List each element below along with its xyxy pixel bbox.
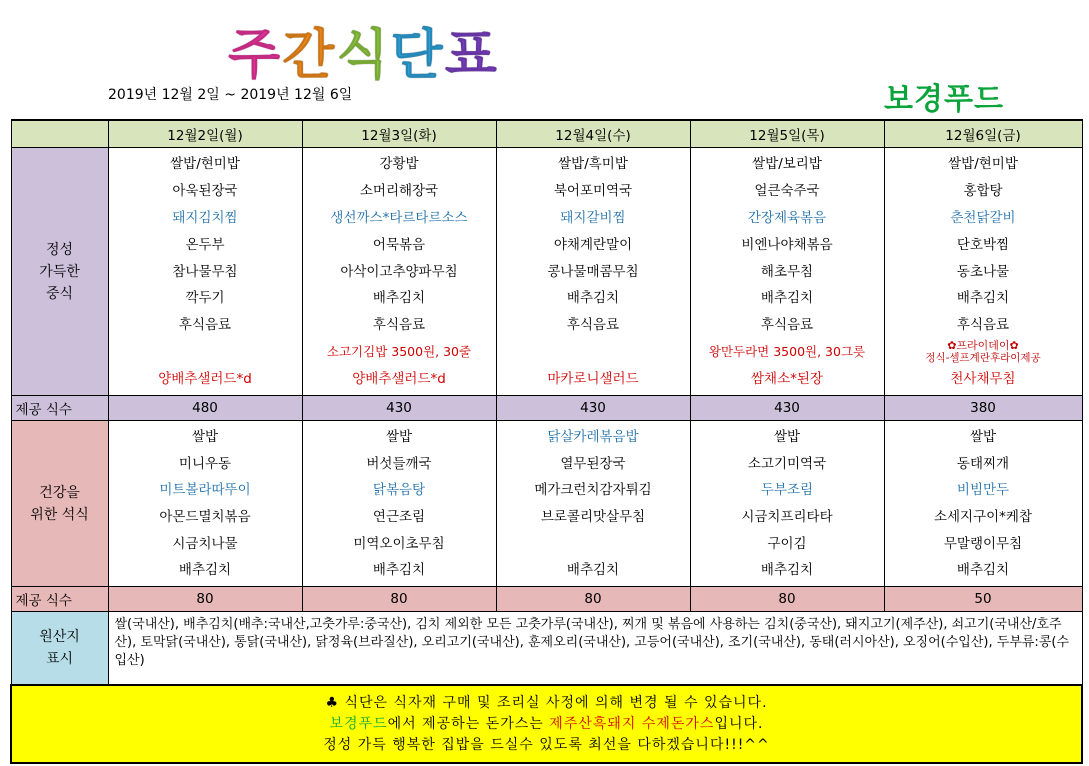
notice-row bbox=[11, 685, 1082, 763]
header-day: 12월2일(월) bbox=[108, 120, 302, 148]
brand-logo: 보경푸드 bbox=[884, 82, 1004, 117]
menu-item: 닭볶음탕 bbox=[372, 482, 426, 499]
title-char: 간 bbox=[282, 23, 337, 86]
menu-item: 비엔나야채볶음 bbox=[741, 236, 833, 253]
menu-item: 동태찌개 bbox=[956, 455, 1010, 472]
menu-item: 돼지김치찜 bbox=[172, 209, 238, 226]
menu-item: 후식음료 bbox=[566, 317, 620, 334]
lunch-label-line: 정성 bbox=[45, 241, 74, 258]
header-day: 12월4일(수) bbox=[496, 120, 690, 148]
menu-item: 메가크런치감자튀김 bbox=[534, 482, 652, 499]
dinner-day-3 bbox=[690, 421, 884, 587]
notice-highlight: 제주산흑돼지 수제돈가스 bbox=[549, 715, 715, 732]
menu-item: 콩나물매콤무침 bbox=[547, 263, 639, 280]
header-corner bbox=[11, 120, 108, 148]
menu-item: 해초무침 bbox=[760, 263, 814, 280]
origin-row bbox=[11, 612, 1082, 686]
dinner-count: 80 bbox=[108, 587, 302, 612]
menu-item: 후식음료 bbox=[760, 317, 814, 334]
menu-item: 쌀밥 bbox=[385, 429, 413, 446]
special-title: ✿프라이데이✿ bbox=[947, 339, 1019, 353]
dinner-day-1 bbox=[302, 421, 496, 587]
dinner-count: 80 bbox=[302, 587, 496, 612]
menu-item: 돼지갈비찜 bbox=[560, 209, 626, 226]
notice-line-1: ♣ 식단은 식자재 구매 및 조리실 사정에 의해 변경 될 수 있습니다. bbox=[325, 694, 768, 711]
menu-item: 배추김치 bbox=[372, 290, 426, 307]
date-range: 2019년 12월 2일 ~ 2019년 12월 6일 bbox=[108, 87, 353, 103]
menu-item: 버섯들깨국 bbox=[366, 455, 432, 472]
lunch-row bbox=[11, 148, 1082, 396]
lunch-day-1 bbox=[302, 148, 496, 396]
dinner-label-line: 건강을 bbox=[39, 484, 80, 501]
lunch-day-3 bbox=[690, 148, 884, 396]
dinner-row bbox=[11, 421, 1082, 587]
menu-item: 소세지구이*케찹 bbox=[933, 509, 1033, 526]
menu-item: 쌀밥/현미밥 bbox=[170, 156, 240, 172]
menu-item: 북어포미역국 bbox=[553, 182, 633, 199]
menu-item: 왕만두라면 3500원, 30그릇 bbox=[708, 344, 866, 360]
menu-item: 강황밥 bbox=[379, 156, 419, 172]
menu-item: 마카로니샐러드 bbox=[547, 371, 639, 388]
menu-item: 어묵볶음 bbox=[372, 236, 426, 253]
menu-item: 홍합탕 bbox=[963, 182, 1003, 199]
dinner-label-line: 위한 석식 bbox=[30, 506, 89, 523]
dinner-count: 50 bbox=[884, 587, 1082, 612]
menu-item bbox=[497, 339, 690, 366]
dinner-count-row bbox=[11, 587, 1082, 612]
lunch-day-4 bbox=[884, 148, 1082, 396]
notice-brand: 보경푸드 bbox=[329, 715, 388, 732]
menu-item: 아삭이고추양파무침 bbox=[340, 263, 458, 280]
menu-item: 온두부 bbox=[185, 236, 225, 253]
menu-item: 단호박찜 bbox=[956, 236, 1010, 253]
menu-item: 미트볼라따뚜이 bbox=[159, 482, 251, 499]
special-desc: 정식-셀프계란후라이제공 bbox=[925, 352, 1041, 365]
menu-item: 배추김치 bbox=[566, 562, 620, 579]
title-char: 주 bbox=[228, 23, 283, 86]
menu-item: 닭살카레볶음밥 bbox=[547, 429, 639, 446]
header-day: 12월5일(목) bbox=[690, 120, 884, 148]
menu-item: 쌀밥/보리밥 bbox=[752, 156, 822, 172]
lunch-label-line: 가득한 bbox=[39, 263, 80, 280]
lunch-label bbox=[11, 148, 108, 396]
page-title bbox=[228, 12, 828, 86]
menu-item: 야채계란말이 bbox=[553, 236, 633, 253]
notice-line-2 bbox=[12, 714, 1081, 735]
menu-item: 쌀밥/흑미밥 bbox=[558, 156, 628, 172]
lunch-count: 380 bbox=[884, 396, 1082, 421]
menu-item bbox=[497, 531, 690, 558]
menu-item: 브로콜리맛살무침 bbox=[540, 509, 646, 526]
menu-item: 소머리해장국 bbox=[359, 182, 439, 199]
menu-item: 연근조림 bbox=[372, 509, 426, 526]
menu-item: 쌀밥 bbox=[969, 429, 997, 446]
dinner-day-4 bbox=[884, 421, 1082, 587]
dinner-day-0 bbox=[108, 421, 302, 587]
origin-label bbox=[11, 612, 108, 686]
menu-item bbox=[109, 339, 302, 366]
menu-item: 열무된장국 bbox=[560, 455, 626, 472]
menu-item: 배추김치 bbox=[178, 562, 232, 579]
menu-item: 아욱된장국 bbox=[172, 182, 238, 199]
header-day: 12월3일(화) bbox=[302, 120, 496, 148]
menu-item: 아몬드멸치볶음 bbox=[159, 509, 251, 526]
origin-label-line: 표시 bbox=[45, 651, 74, 668]
menu-item: 양배추샐러드*d bbox=[352, 371, 446, 388]
notice-text-end: 입니다. bbox=[714, 715, 764, 732]
menu-item: 참나물무침 bbox=[172, 263, 238, 280]
menu-item: 쌀밥 bbox=[191, 429, 219, 446]
lunch-day-2 bbox=[496, 148, 690, 396]
notice-line-3: 정성 가득 행복한 집밥을 드실수 있도록 최선을 다하겠습니다!!!^^ bbox=[323, 736, 770, 753]
menu-item: 비빔만두 bbox=[956, 482, 1010, 499]
menu-item: 후식음료 bbox=[372, 317, 426, 334]
menu-item: 천사채무침 bbox=[950, 371, 1016, 388]
special-menu-item bbox=[885, 339, 1082, 366]
menu-item: 소고기김밥 3500원, 30줄 bbox=[326, 344, 472, 360]
title-char: 표 bbox=[444, 23, 499, 86]
origin-text: 쌀(국내산), 배추김치(배추:국내산,고춧가루:중국산), 김치 제외한 모든 고춧가루(국내산), 찌개 및 볶음에 사용하는 김치(중국산), 돼지고기(제주산), 쇠고기(국내산/호주산), 토막닭(국내산), 통닭(국내산), 닭정육(브라질산), 오리고기(국내산), 훈제오리(국내산), 고등어(국내산), 조기(국내산), 동태(러시아산), 오징어(수입산), 두부류:콩(수입산) bbox=[108, 612, 1082, 686]
menu-item: 시금치나물 bbox=[172, 535, 238, 552]
dinner-count-label: 제공 식수 bbox=[11, 587, 108, 612]
menu-item: 배추김치 bbox=[956, 562, 1010, 579]
menu-item: 후식음료 bbox=[178, 317, 232, 334]
lunch-count: 480 bbox=[108, 396, 302, 421]
dinner-label bbox=[11, 421, 108, 587]
lunch-day-0 bbox=[108, 148, 302, 396]
title-char: 식 bbox=[336, 23, 391, 86]
dinner-count: 80 bbox=[690, 587, 884, 612]
menu-item: 배추김치 bbox=[372, 562, 426, 579]
menu-item: 쌀밥 bbox=[773, 429, 801, 446]
menu-item: 무말랭이무침 bbox=[943, 535, 1023, 552]
menu-item: 간장제육볶음 bbox=[747, 209, 827, 226]
menu-item: 양배추샐러드*d bbox=[158, 371, 252, 388]
menu-item: 미니우동 bbox=[178, 455, 232, 472]
menu-item: 배추김치 bbox=[956, 290, 1010, 307]
menu-item: 배추김치 bbox=[566, 290, 620, 307]
lunch-count-label: 제공 식수 bbox=[11, 396, 108, 421]
menu-item: 배추김치 bbox=[760, 290, 814, 307]
menu-item: 미역오이초무침 bbox=[353, 535, 445, 552]
dinner-day-2 bbox=[496, 421, 690, 587]
lunch-count: 430 bbox=[496, 396, 690, 421]
menu-table bbox=[10, 119, 1083, 764]
lunch-label-line: 중식 bbox=[45, 285, 74, 302]
menu-item: 쌀밥/현미밥 bbox=[948, 156, 1018, 172]
lunch-count-row bbox=[11, 396, 1082, 421]
menu-item: 소고기미역국 bbox=[747, 455, 827, 472]
menu-item: 생선까스*타르타르소스 bbox=[330, 209, 468, 226]
menu-item: 얼큰숙주국 bbox=[754, 182, 820, 199]
menu-item: 시금치프리타타 bbox=[741, 509, 833, 526]
menu-item: 춘천닭갈비 bbox=[950, 209, 1016, 226]
menu-item: 후식음료 bbox=[956, 317, 1010, 334]
dinner-count: 80 bbox=[496, 587, 690, 612]
origin-label-line: 원산지 bbox=[39, 629, 80, 646]
notice-text: 에서 제공하는 돈가스는 bbox=[387, 715, 550, 732]
menu-item: 깍두기 bbox=[185, 290, 225, 307]
lunch-count: 430 bbox=[690, 396, 884, 421]
title-char: 단 bbox=[390, 23, 445, 86]
notice-box bbox=[11, 685, 1082, 763]
header-row bbox=[11, 120, 1082, 148]
menu-item: 구이김 bbox=[767, 535, 807, 552]
header-day: 12월6일(금) bbox=[884, 120, 1082, 148]
menu-item: 두부조림 bbox=[760, 482, 814, 499]
lunch-count: 430 bbox=[302, 396, 496, 421]
menu-item: 배추김치 bbox=[760, 562, 814, 579]
menu-item: 동초나물 bbox=[956, 263, 1010, 280]
menu-item: 쌈채소*된장 bbox=[751, 371, 823, 388]
